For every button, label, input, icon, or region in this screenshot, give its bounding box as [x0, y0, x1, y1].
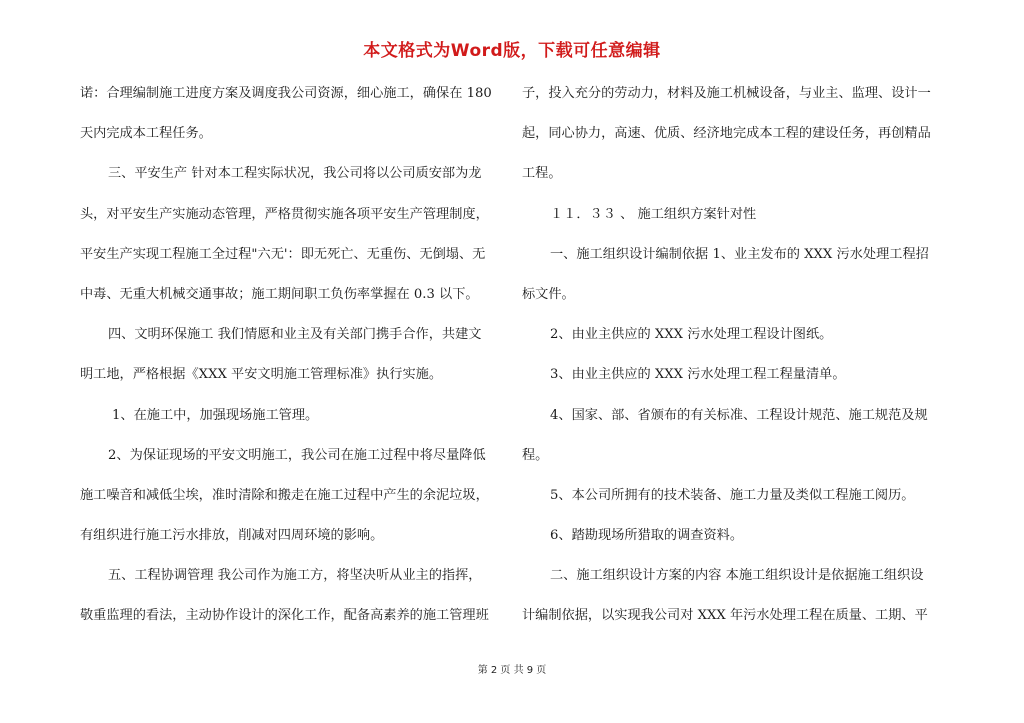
body-line: 头，对平安生产实施动态管理，严格贯彻实施各项平安生产管理制度，	[80, 206, 489, 222]
right-text-column	[522, 80, 962, 643]
body-line: 有组织进行施工污水排放，削减对四周环境的影响。	[80, 528, 384, 544]
body-line: 标文件。	[522, 286, 575, 302]
page-number-footer: 第 2 页 共 9 页	[477, 665, 547, 676]
left-text-column	[80, 80, 520, 643]
body-line: 计编制依据，以实现我公司对 XXX 年污水处理工程在质量、工期、平	[522, 608, 928, 624]
body-line: 明工地，严格根据《XXX 平安文明施工管理标准》执行实施。	[80, 367, 443, 383]
section-heading-line: １１．３３ 、 施工组织方案针对性	[550, 206, 757, 222]
body-line: 中毒、无重大机械交通事故；施工期间职工负伤率掌握在 0.3 以下。	[80, 286, 479, 302]
body-line: 天内完成本工程任务。	[80, 126, 212, 142]
body-line: 工程。	[522, 166, 562, 182]
document-banner: 本文格式为Word版，下载可任意编辑	[363, 41, 661, 61]
list-item-line: 5、本公司所拥有的技术装备、施工力量及类似工程施工阅历。	[550, 487, 915, 503]
body-line: 子，投入充分的劳动力，材料及施工机械设备，与业主、监理、设计一	[522, 86, 931, 101]
section-heading-line: 五、工程协调管理 我公司作为施工方，将坚决听从业主的指挥，	[108, 568, 482, 584]
body-line: 起，同心协力，高速、优质、经济地完成本工程的建设任务，再创精品	[522, 126, 931, 142]
body-line: 平安生产实现工程施工全过程"六无'：即无死亡、无重伤、无倒塌、无	[80, 246, 486, 262]
body-line: 诺：合理编制施工进度方案及调度我公司资源，细心施工，确保在 180	[80, 86, 492, 101]
list-item-line: 6、踏勘现场所猎取的调查资料。	[550, 528, 744, 544]
list-item-line: 2、为保证现场的平安文明施工，我公司在施工过程中将尽量降低	[108, 447, 486, 463]
list-item-line: 1、在施工中，加强现场施工管理。	[112, 407, 319, 423]
body-line: 敬重监理的看法，主动协作设计的深化工作，配备高素养的施工管理班	[80, 608, 489, 624]
body-line: 施工噪音和减低尘埃，准时清除和搬走在施工过程中产生的余泥垃圾，	[80, 487, 489, 503]
section-heading-line: 一、施工组织设计编制依据 1、业主发布的 XXX 污水处理工程招	[550, 246, 929, 262]
section-heading-line: 二、施工组织设计方案的内容 本施工组织设计是依据施工组织设	[550, 568, 924, 584]
list-item-line: 4、国家、部、省颁布的有关标准、工程设计规范、施工规范及规	[550, 407, 928, 423]
section-heading-line: 四、文明环保施工 我们情愿和业主及有关部门携手合作，共建文	[108, 327, 482, 343]
body-line: 程。	[522, 447, 549, 463]
list-item-line: 3、由业主供应的 XXX 污水处理工程工程量清单。	[550, 367, 846, 383]
section-heading-line: 三、平安生产 针对本工程实际状况，我公司将以公司质安部为龙	[108, 166, 482, 182]
list-item-line: 2、由业主供应的 XXX 污水处理工程设计图纸。	[550, 327, 833, 343]
